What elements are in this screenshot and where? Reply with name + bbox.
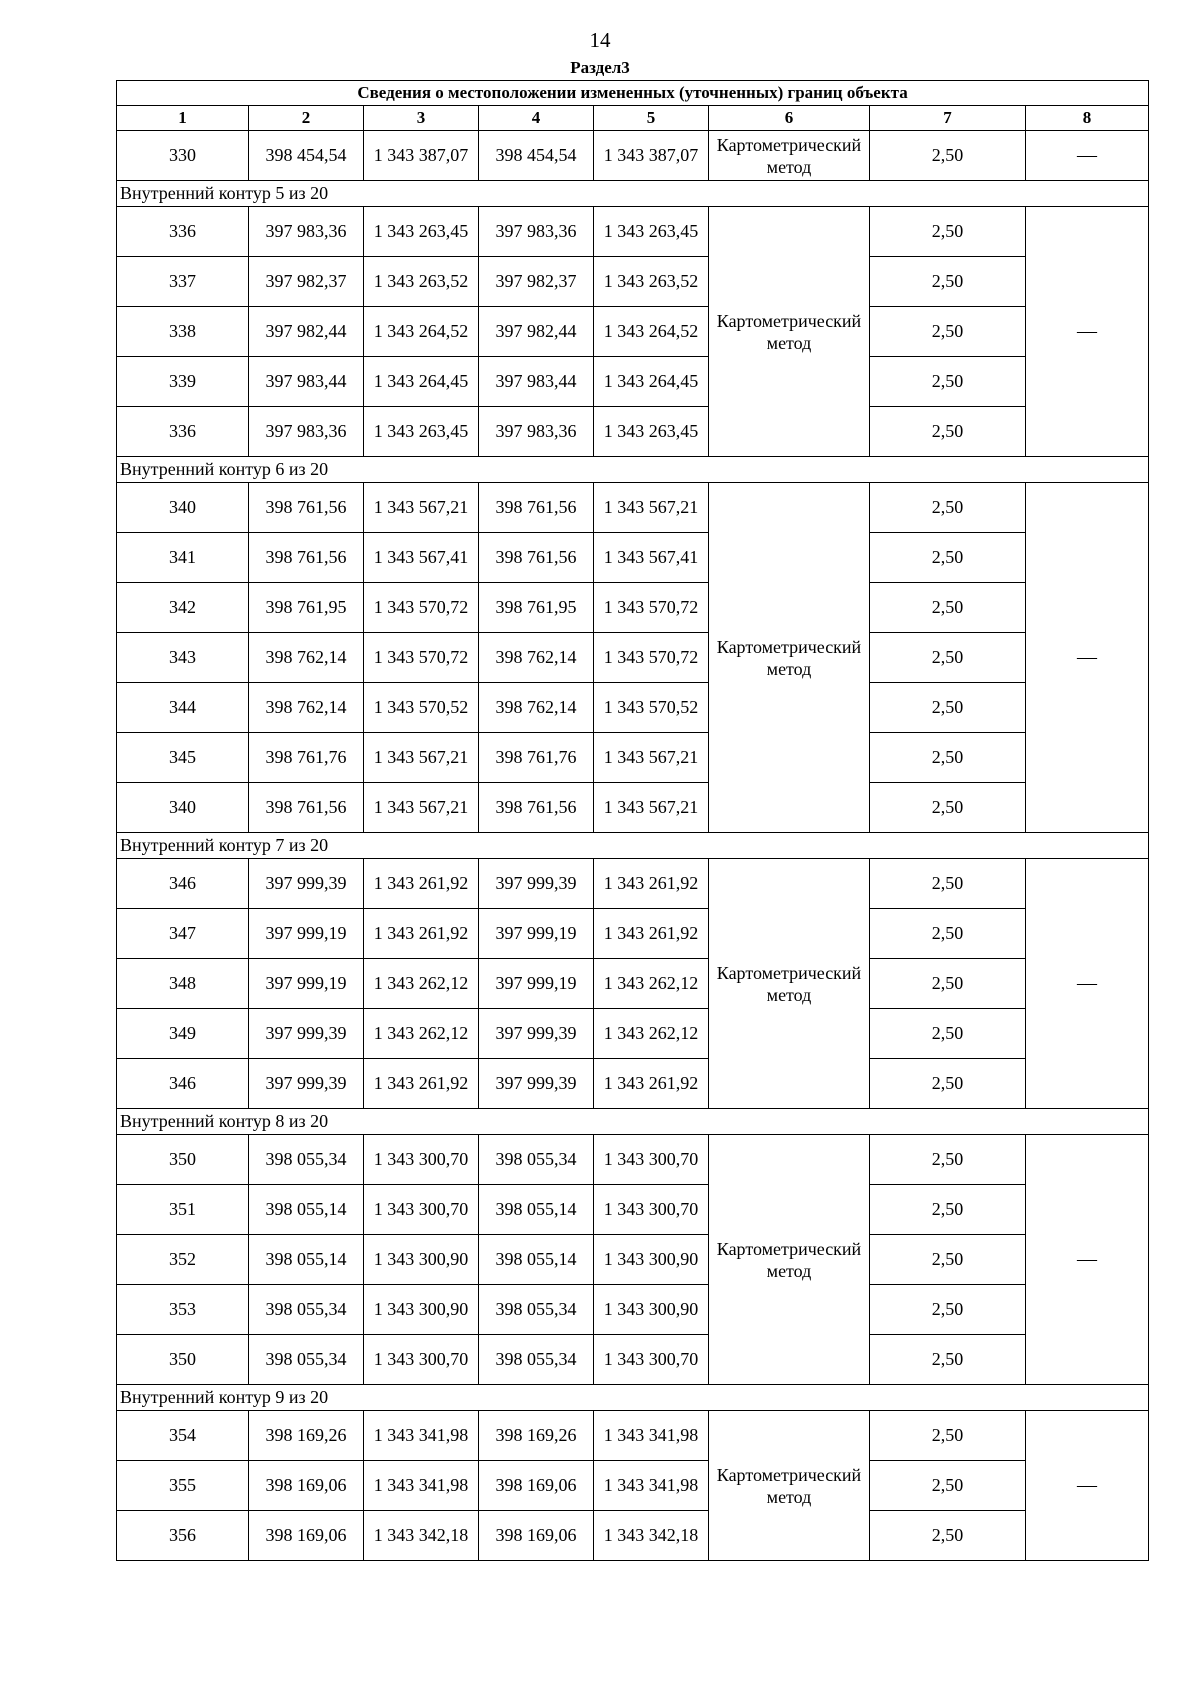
y-refined: 1 343 387,07 [594,131,709,181]
table-row [117,1135,1149,1185]
x-refined: 397 999,39 [479,1059,594,1109]
y-existing: 1 343 341,98 [364,1461,479,1511]
point-number: 340 [117,783,249,833]
x-existing: 398 761,56 [249,533,364,583]
table-row [117,859,1149,909]
note-dash: — [1026,131,1149,181]
table-row [117,131,1149,181]
note-dash: — [1026,859,1149,1109]
accuracy-value: 2,50 [870,1511,1026,1561]
contour-header: Внутренний контур 7 из 20 [117,833,1149,859]
point-number: 345 [117,733,249,783]
accuracy-value: 2,50 [870,583,1026,633]
y-refined: 1 343 300,70 [594,1185,709,1235]
x-refined: 398 454,54 [479,131,594,181]
accuracy-value: 2,50 [870,1461,1026,1511]
y-refined: 1 343 263,45 [594,407,709,457]
accuracy-value: 2,50 [870,1235,1026,1285]
section-label: Раздел3 [570,58,630,77]
x-existing: 398 169,06 [249,1461,364,1511]
column-number: 4 [479,106,594,131]
accuracy-value: 2,50 [870,1285,1026,1335]
x-existing: 398 762,14 [249,633,364,683]
table-row [117,483,1149,533]
table-row [117,1059,1149,1109]
x-existing: 397 999,19 [249,959,364,1009]
x-existing: 398 761,56 [249,783,364,833]
x-existing: 398 055,14 [249,1235,364,1285]
x-refined: 397 983,44 [479,357,594,407]
contour-header: Внутренний контур 9 из 20 [117,1385,1149,1411]
point-number: 356 [117,1511,249,1561]
table-row [117,1235,1149,1285]
y-existing: 1 343 264,52 [364,307,479,357]
accuracy-value: 2,50 [870,1009,1026,1059]
y-refined: 1 343 262,12 [594,959,709,1009]
accuracy-value: 2,50 [870,633,1026,683]
y-refined: 1 343 570,72 [594,583,709,633]
determination-method: Картометрический метод [709,131,870,181]
column-number: 6 [709,106,870,131]
point-number: 346 [117,859,249,909]
table-row [117,783,1149,833]
y-refined: 1 343 263,45 [594,207,709,257]
x-refined: 397 999,19 [479,909,594,959]
x-refined: 397 999,39 [479,859,594,909]
determination-method: Картометрический метод [709,207,870,457]
x-refined: 398 762,14 [479,633,594,683]
y-existing: 1 343 262,12 [364,959,479,1009]
y-existing: 1 343 387,07 [364,131,479,181]
accuracy-value: 2,50 [870,1335,1026,1385]
y-existing: 1 343 300,70 [364,1185,479,1235]
point-number: 338 [117,307,249,357]
y-refined: 1 343 300,90 [594,1235,709,1285]
x-existing: 398 761,56 [249,483,364,533]
x-refined: 397 982,44 [479,307,594,357]
y-existing: 1 343 264,45 [364,357,479,407]
x-existing: 398 454,54 [249,131,364,181]
column-number: 5 [594,106,709,131]
determination-method: Картометрический метод [709,1411,870,1561]
y-existing: 1 343 300,70 [364,1335,479,1385]
x-refined: 398 055,34 [479,1335,594,1385]
y-existing: 1 343 570,72 [364,633,479,683]
y-refined: 1 343 262,12 [594,1009,709,1059]
accuracy-value: 2,50 [870,683,1026,733]
y-existing: 1 343 300,90 [364,1235,479,1285]
y-refined: 1 343 300,70 [594,1335,709,1385]
x-existing: 398 055,34 [249,1335,364,1385]
y-refined: 1 343 261,92 [594,909,709,959]
determination-method: Картометрический метод [709,859,870,1109]
x-existing: 398 761,95 [249,583,364,633]
y-refined: 1 343 264,52 [594,307,709,357]
point-number: 347 [117,909,249,959]
x-refined: 397 983,36 [479,207,594,257]
table-row [117,307,1149,357]
x-refined: 398 169,26 [479,1411,594,1461]
x-existing: 398 055,14 [249,1185,364,1235]
point-number: 336 [117,407,249,457]
x-refined: 398 055,34 [479,1285,594,1335]
y-refined: 1 343 342,18 [594,1511,709,1561]
y-existing: 1 343 570,52 [364,683,479,733]
determination-method: Картометрический метод [709,483,870,833]
table-row [117,959,1149,1009]
y-refined: 1 343 567,41 [594,533,709,583]
x-refined: 398 169,06 [479,1461,594,1511]
table-row [117,733,1149,783]
y-refined: 1 343 261,92 [594,859,709,909]
note-dash: — [1026,1135,1149,1385]
x-existing: 397 999,39 [249,1009,364,1059]
point-number: 337 [117,257,249,307]
table-row [117,257,1149,307]
table-row [117,407,1149,457]
column-number: 1 [117,106,249,131]
table-row [117,1285,1149,1335]
x-refined: 398 169,06 [479,1511,594,1561]
y-existing: 1 343 300,70 [364,1135,479,1185]
x-refined: 397 999,39 [479,1009,594,1059]
point-number: 342 [117,583,249,633]
accuracy-value: 2,50 [870,131,1026,181]
x-refined: 398 761,56 [479,533,594,583]
y-refined: 1 343 341,98 [594,1461,709,1511]
accuracy-value: 2,50 [870,483,1026,533]
y-refined: 1 343 300,70 [594,1135,709,1185]
accuracy-value: 2,50 [870,959,1026,1009]
x-refined: 398 761,76 [479,733,594,783]
accuracy-value: 2,50 [870,533,1026,583]
column-number: 3 [364,106,479,131]
y-existing: 1 343 261,92 [364,859,479,909]
y-existing: 1 343 261,92 [364,1059,479,1109]
accuracy-value: 2,50 [870,859,1026,909]
note-dash: — [1026,483,1149,833]
accuracy-value: 2,50 [870,407,1026,457]
y-existing: 1 343 263,45 [364,407,479,457]
x-existing: 398 055,34 [249,1135,364,1185]
column-number: 8 [1026,106,1149,131]
x-existing: 398 055,34 [249,1285,364,1335]
x-existing: 398 169,06 [249,1511,364,1561]
point-number: 350 [117,1335,249,1385]
y-existing: 1 343 263,45 [364,207,479,257]
point-number: 343 [117,633,249,683]
y-existing: 1 343 567,21 [364,483,479,533]
accuracy-value: 2,50 [870,733,1026,783]
y-refined: 1 343 570,52 [594,683,709,733]
note-dash: — [1026,207,1149,457]
x-existing: 397 999,19 [249,909,364,959]
x-refined: 398 055,14 [479,1235,594,1285]
y-existing: 1 343 567,21 [364,733,479,783]
y-refined: 1 343 261,92 [594,1059,709,1109]
accuracy-value: 2,50 [870,1411,1026,1461]
table-row [117,909,1149,959]
y-existing: 1 343 342,18 [364,1511,479,1561]
table-row [117,1335,1149,1385]
table-row [117,633,1149,683]
y-existing: 1 343 567,41 [364,533,479,583]
point-number: 355 [117,1461,249,1511]
table-title: Сведения о местоположении измененных (уточненных) границ объекта [117,81,1149,106]
y-refined: 1 343 567,21 [594,783,709,833]
table-row [117,357,1149,407]
x-existing: 397 983,36 [249,207,364,257]
y-existing: 1 343 567,21 [364,783,479,833]
point-number: 339 [117,357,249,407]
accuracy-value: 2,50 [870,1185,1026,1235]
y-existing: 1 343 341,98 [364,1411,479,1461]
column-number: 2 [249,106,364,131]
x-existing: 397 982,44 [249,307,364,357]
table-row [117,533,1149,583]
x-refined: 398 055,34 [479,1135,594,1185]
x-existing: 397 983,44 [249,357,364,407]
table-row [117,1185,1149,1235]
point-number: 340 [117,483,249,533]
y-refined: 1 343 567,21 [594,483,709,533]
contour-header: Внутренний контур 6 из 20 [117,457,1149,483]
accuracy-value: 2,50 [870,357,1026,407]
accuracy-value: 2,50 [870,1059,1026,1109]
y-refined: 1 343 300,90 [594,1285,709,1335]
table-row [117,1009,1149,1059]
determination-method: Картометрический метод [709,1135,870,1385]
column-number: 7 [870,106,1026,131]
x-refined: 397 983,36 [479,407,594,457]
table-row [117,1411,1149,1461]
accuracy-value: 2,50 [870,257,1026,307]
point-number: 351 [117,1185,249,1235]
y-refined: 1 343 341,98 [594,1411,709,1461]
note-dash: — [1026,1411,1149,1561]
point-number: 354 [117,1411,249,1461]
x-existing: 397 999,39 [249,859,364,909]
accuracy-value: 2,50 [870,207,1026,257]
x-refined: 398 761,56 [479,483,594,533]
boundary-coordinates-table [116,80,1149,1561]
accuracy-value: 2,50 [870,909,1026,959]
table-row [117,683,1149,733]
x-refined: 398 761,95 [479,583,594,633]
contour-header: Внутренний контур 5 из 20 [117,181,1149,207]
y-refined: 1 343 264,45 [594,357,709,407]
x-existing: 397 983,36 [249,407,364,457]
x-existing: 398 761,76 [249,733,364,783]
y-existing: 1 343 261,92 [364,909,479,959]
y-existing: 1 343 262,12 [364,1009,479,1059]
table-row [117,583,1149,633]
y-existing: 1 343 300,90 [364,1285,479,1335]
y-existing: 1 343 263,52 [364,257,479,307]
point-number: 348 [117,959,249,1009]
x-refined: 398 055,14 [479,1185,594,1235]
point-number: 341 [117,533,249,583]
point-number: 344 [117,683,249,733]
x-existing: 397 999,39 [249,1059,364,1109]
y-refined: 1 343 567,21 [594,733,709,783]
point-number: 336 [117,207,249,257]
y-refined: 1 343 570,72 [594,633,709,683]
point-number: 353 [117,1285,249,1335]
x-existing: 397 982,37 [249,257,364,307]
point-number: 346 [117,1059,249,1109]
x-refined: 397 999,19 [479,959,594,1009]
y-existing: 1 343 570,72 [364,583,479,633]
table-row [117,1511,1149,1561]
table-row [117,207,1149,257]
page-number: 14 [589,28,611,52]
point-number: 350 [117,1135,249,1185]
x-existing: 398 762,14 [249,683,364,733]
x-refined: 398 762,14 [479,683,594,733]
table-row [117,1461,1149,1511]
accuracy-value: 2,50 [870,307,1026,357]
point-number: 352 [117,1235,249,1285]
contour-header: Внутренний контур 8 из 20 [117,1109,1149,1135]
accuracy-value: 2,50 [870,1135,1026,1185]
y-refined: 1 343 263,52 [594,257,709,307]
point-number: 349 [117,1009,249,1059]
accuracy-value: 2,50 [870,783,1026,833]
x-existing: 398 169,26 [249,1411,364,1461]
x-refined: 397 982,37 [479,257,594,307]
x-refined: 398 761,56 [479,783,594,833]
point-number: 330 [117,131,249,181]
